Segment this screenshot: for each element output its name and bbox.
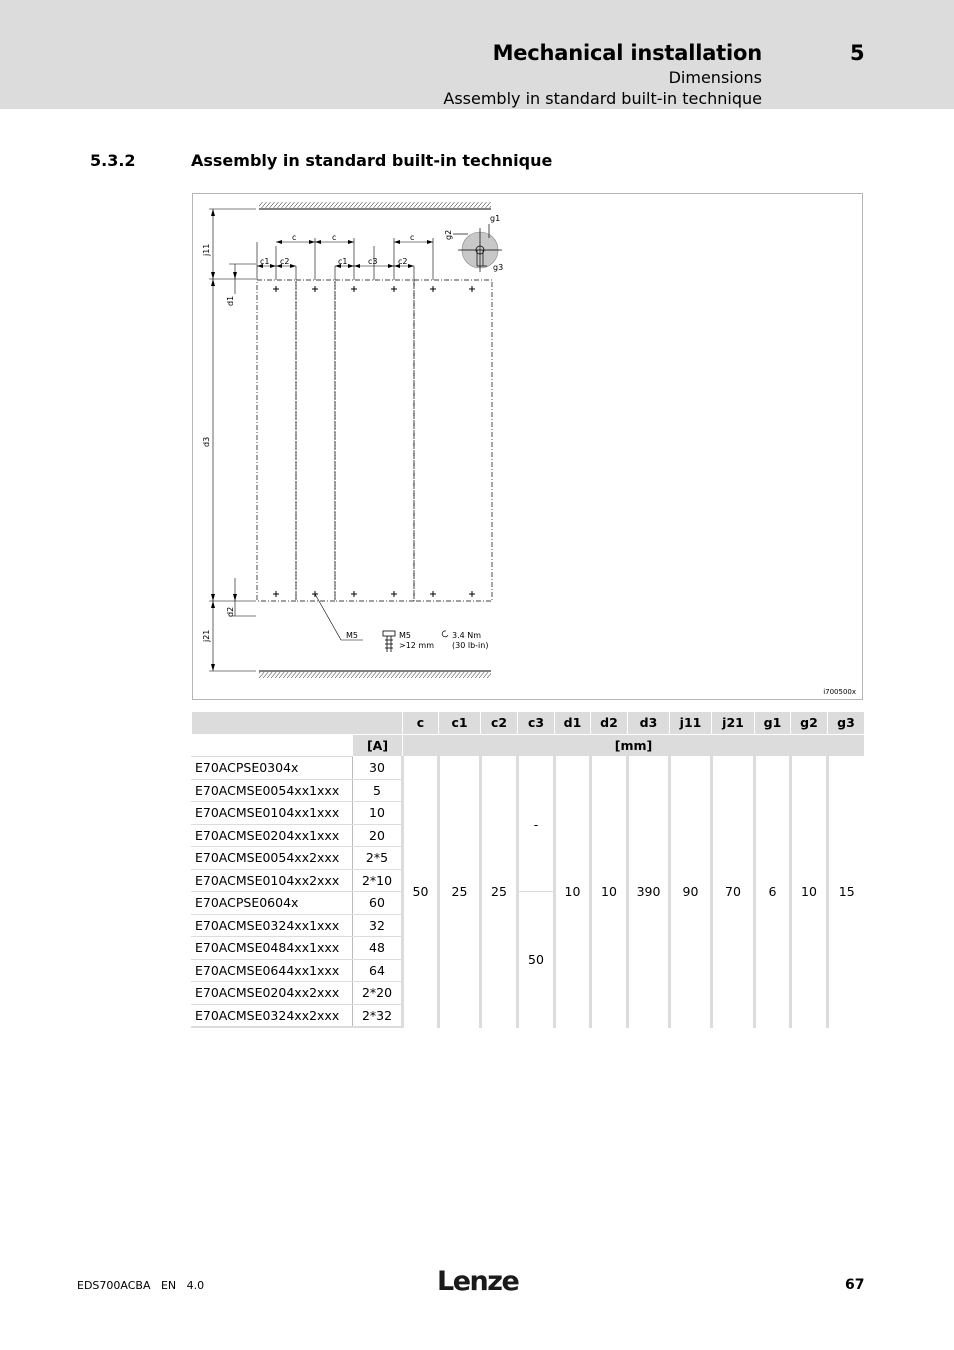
header-blank [192, 712, 403, 735]
label-c-3: c [410, 233, 415, 242]
col-d1: d1 [555, 712, 591, 735]
col-j21: j21 [712, 712, 755, 735]
label-screw-m5: M5 [346, 631, 358, 640]
col-d2: d2 [591, 712, 628, 735]
row-type: E70ACMSE0104xx2xxx [192, 869, 353, 892]
row-current: 64 [353, 959, 403, 982]
label-j21: j21 [202, 629, 211, 642]
doc-id: EDS700ACBA [77, 1279, 151, 1292]
col-j11: j11 [670, 712, 712, 735]
chapter-number: 5 [850, 41, 865, 65]
label-d1: d1 [226, 295, 235, 306]
row-current: 2*10 [353, 869, 403, 892]
lenze-logo: Lenze [437, 1266, 519, 1297]
bottom-rail-hatch [259, 672, 491, 678]
row-type: E70ACMSE0324xx1xxx [192, 914, 353, 937]
col-g3: g3 [828, 712, 865, 735]
module-outlines [257, 280, 492, 601]
label-g1: g1 [490, 214, 501, 223]
row-current: 60 [353, 892, 403, 915]
dimension-drawing [192, 193, 863, 700]
doc-language: EN [160, 1279, 177, 1292]
label-g3: g3 [493, 263, 504, 272]
table-header-row [192, 712, 865, 735]
page-number: 67 [845, 1277, 865, 1293]
table-row [192, 757, 865, 780]
chapter-title: Mechanical installation [492, 41, 762, 65]
row-current: 10 [353, 802, 403, 825]
row-type: E70ACMSE0324xx2xxx [192, 1004, 353, 1027]
value-c3-lower: 50 [518, 892, 555, 1028]
screw-icon [383, 631, 395, 652]
value-d3: 390 [628, 757, 670, 1028]
torque-value: 3.4 Nm [452, 631, 482, 640]
col-c: c [403, 712, 439, 735]
row-current: 2*32 [353, 1004, 403, 1027]
drawing-svg [193, 194, 864, 701]
label-d2: d2 [226, 606, 235, 617]
value-d1: 10 [555, 757, 591, 1028]
label-c1-2: c1 [338, 257, 348, 266]
value-j11: 90 [670, 757, 712, 1028]
col-c1: c1 [439, 712, 481, 735]
label-c-1: c [292, 233, 297, 242]
torque-value-imperial: (30 lb-in) [452, 641, 489, 650]
value-d2: 10 [591, 757, 628, 1028]
row-current: 5 [353, 779, 403, 802]
value-c2: 25 [481, 757, 518, 1028]
label-j11: j11 [202, 243, 211, 256]
value-g2: 10 [791, 757, 828, 1028]
figure-id: i700500x [823, 688, 856, 696]
section-number: 5.3.2 [90, 151, 136, 170]
unit-current: [A] [353, 734, 403, 757]
mounting-crosses [273, 286, 475, 597]
row-type: E70ACMSE0204xx1xxx [192, 824, 353, 847]
dimension-table [191, 711, 865, 1028]
subtitle-dimensions: Dimensions [668, 68, 762, 87]
row-current: 48 [353, 937, 403, 960]
row-current: 2*20 [353, 982, 403, 1005]
row-current: 30 [353, 757, 403, 780]
value-c: 50 [403, 757, 439, 1028]
screw-spec-length: >12 mm [399, 641, 435, 650]
row-current: 32 [353, 914, 403, 937]
value-g3: 15 [828, 757, 865, 1028]
torque-icon [442, 631, 448, 637]
footer-doc-info [77, 1279, 204, 1292]
value-c1: 25 [439, 757, 481, 1028]
row-type: E70ACMSE0644xx1xxx [192, 959, 353, 982]
col-g2: g2 [791, 712, 828, 735]
subtitle-assembly: Assembly in standard built-in technique [443, 89, 762, 108]
row-current: 20 [353, 824, 403, 847]
col-d3: d3 [628, 712, 670, 735]
col-c2: c2 [481, 712, 518, 735]
row-current: 2*5 [353, 847, 403, 870]
row-type: E70ACPSE0604x [192, 892, 353, 915]
col-c3: c3 [518, 712, 555, 735]
row-type: E70ACPSE0304x [192, 757, 353, 780]
value-g1: 6 [755, 757, 791, 1028]
doc-version: 4.0 [186, 1279, 205, 1292]
label-c2-1: c2 [280, 257, 290, 266]
label-g2: g2 [444, 229, 453, 240]
screw-spec-m5: M5 [399, 631, 411, 640]
value-c3-upper: - [518, 757, 555, 892]
row-type: E70ACMSE0054xx2xxx [192, 847, 353, 870]
row-type: E70ACMSE0104xx1xxx [192, 802, 353, 825]
label-c2-2: c2 [398, 257, 408, 266]
section-title: Assembly in standard built-in technique [191, 151, 553, 170]
units-row [192, 734, 865, 757]
row-type: E70ACMSE0204xx2xxx [192, 982, 353, 1005]
row-type: E70ACMSE0054xx1xxx [192, 779, 353, 802]
label-c-2: c [332, 233, 337, 242]
value-j21: 70 [712, 757, 755, 1028]
label-d3: d3 [202, 436, 211, 447]
unit-dimensions: [mm] [403, 734, 865, 757]
units-blank [192, 734, 353, 757]
row-type: E70ACMSE0484xx1xxx [192, 937, 353, 960]
label-c1-1: c1 [260, 257, 270, 266]
col-g1: g1 [755, 712, 791, 735]
label-c3: c3 [368, 257, 378, 266]
top-rail-hatch [259, 202, 491, 208]
